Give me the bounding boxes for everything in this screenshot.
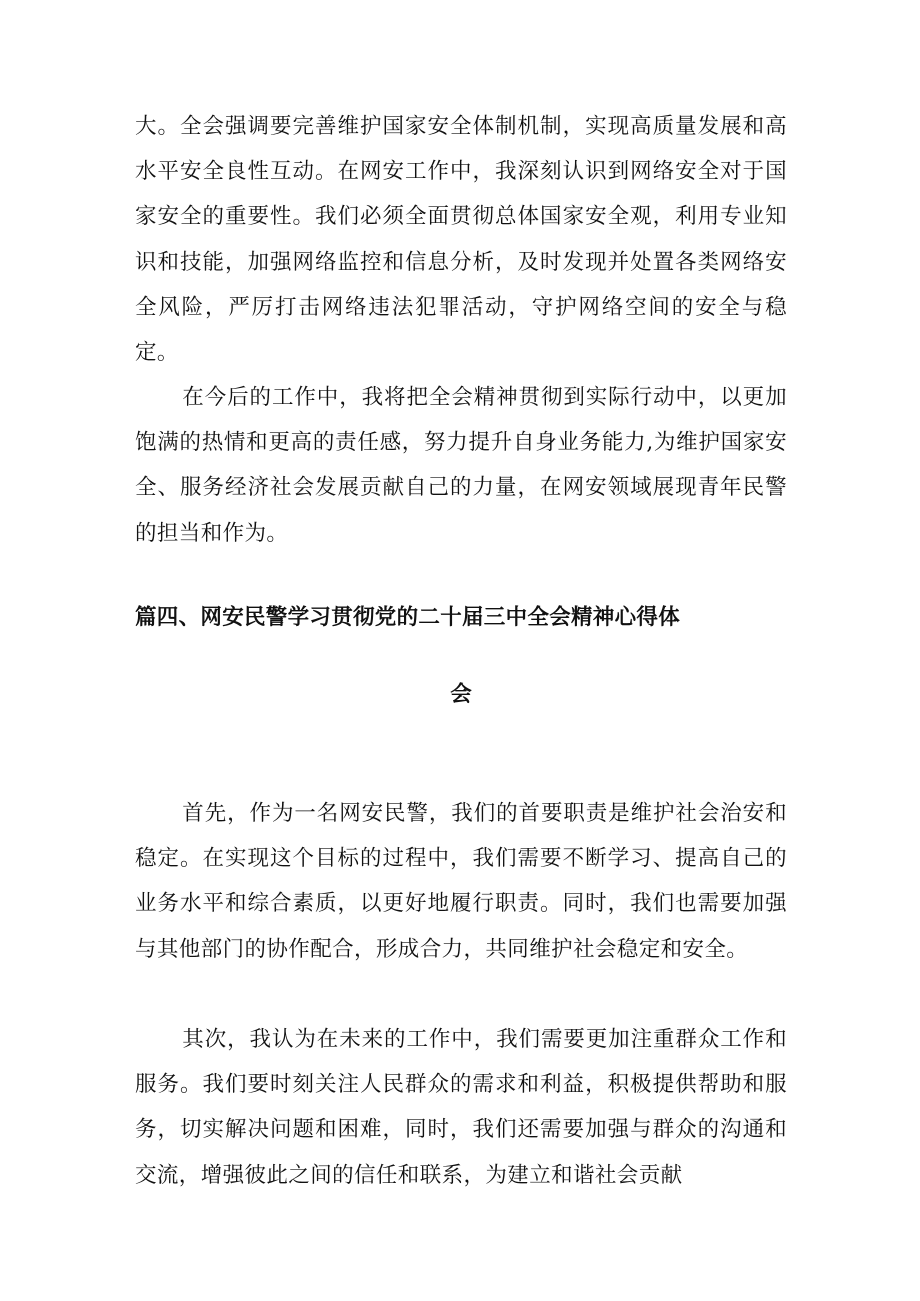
section-heading: 篇四、网安民警学习贯彻党的二十届三中全会精神心得体 [135, 605, 681, 630]
paragraph-future-work: 在今后的工作中，我将把全会精神贯彻到实际行动中，以更加饱满的热情和更高的责任感，努力提升自身业务能力,为维护国家安全、服务经济社会发展贡献自己的力量，在网安领域展现青年民警的担当和作为。 [135, 385, 787, 546]
paragraph-continued: 大。全会强调要完善维护国家安全体制机制，实现高质量发展和高水平安全良性互动。在网安工作中，我深刻认识到网络安全对于国家安全的重要性。我们必须全面贯彻总体国家安全观，利用专业知识和技能，加强网络监控和信息分析，及时发现并处置各类网络安全风险，严厉打击网络违法犯罪活动，守护网络空间的安全与稳定。 [135, 114, 787, 366]
section-heading-continuation: 会 [450, 682, 472, 707]
paragraph-first: 首先，作为一名网安民警，我们的首要职责是维护社会治安和稳定。在实现这个目标的过程中，我们需要不断学习、提高自己的业务水平和综合素质，以更好地履行职责。同时，我们也需要加强与其他部门的协作配合，形成合力，共同维护社会稳定和安全。 [135, 801, 787, 962]
paragraph-second: 其次，我认为在未来的工作中，我们需要更加注重群众工作和服务。我们要时刻关注人民群众的需求和利益，积极提供帮助和服务，切实解决问题和困难，同时，我们还需要加强与群众的沟通和交流，增强彼此之间的信任和联系，为建立和谐社会贡献 [135, 1027, 787, 1188]
